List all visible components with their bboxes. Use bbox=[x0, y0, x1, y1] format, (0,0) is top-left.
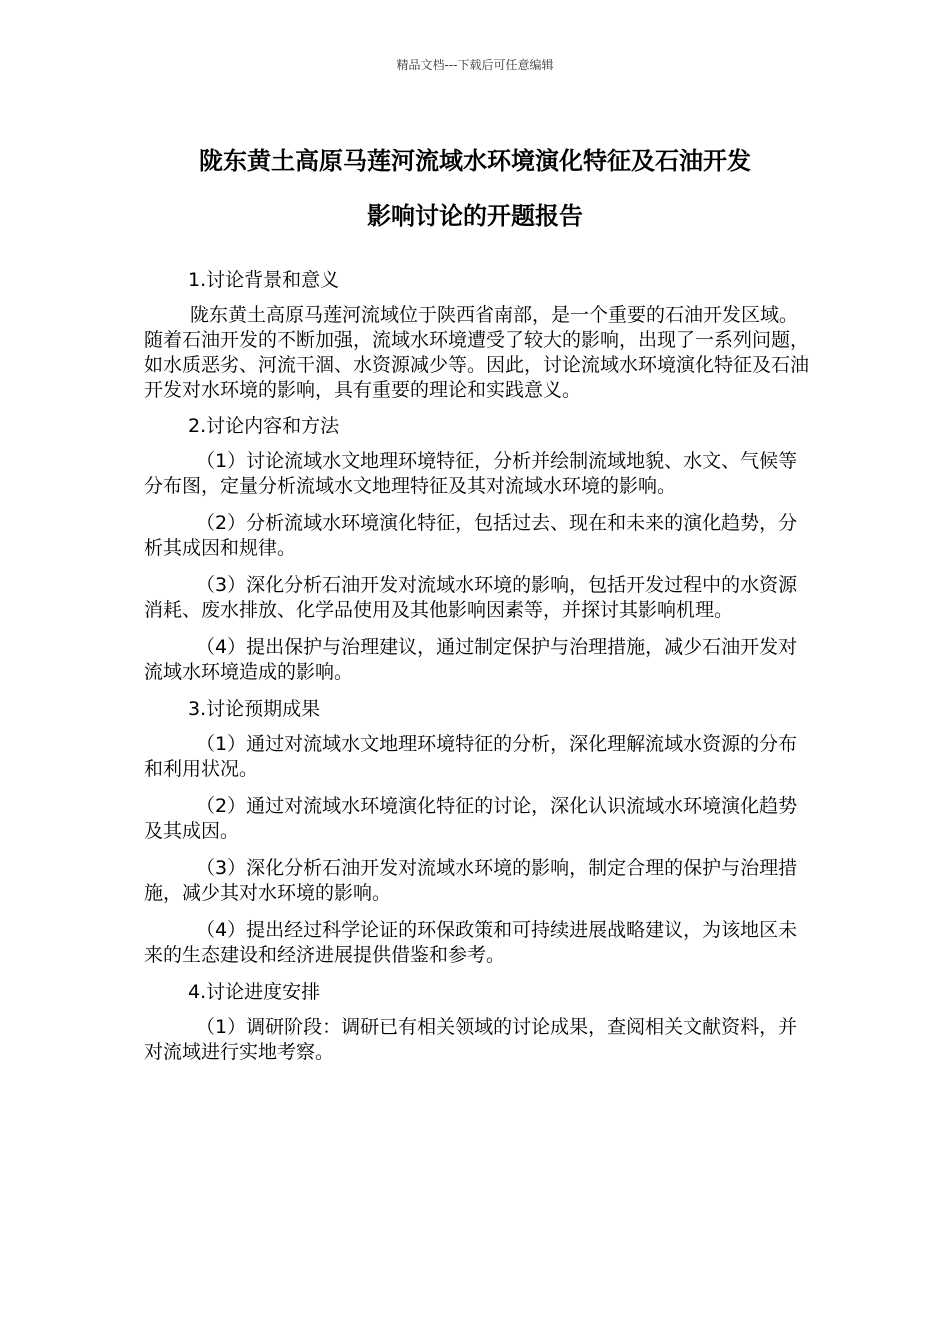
list-item: （2）通过对流域水环境演化特征的讨论，深化认识流域水环境演化趋势及其成因。 bbox=[144, 795, 798, 842]
section-heading-schedule: 4.讨论进度安排 bbox=[188, 981, 321, 1003]
list-item: （3）深化分析石油开发对流域水环境的影响，包括开发过程中的水资源消耗、废水排放、化学品使用及其他影响因素等，并探讨其影响机理。 bbox=[144, 574, 798, 621]
document-body bbox=[144, 268, 816, 1077]
list-item: （2）分析流域水环境演化特征，包括过去、现在和未来的演化趋势，分析其成因和规律。 bbox=[144, 512, 798, 559]
list-item: （1）调研阶段：调研已有相关领域的讨论成果，查阅相关文献资料，并对流域进行实地考察。 bbox=[144, 1016, 798, 1063]
list-item: （1）通过对流域水文地理环境特征的分析，深化理解流域水资源的分布和利用状况。 bbox=[144, 733, 798, 780]
list-item: （4）提出保护与治理建议，通过制定保护与治理措施，减少石油开发对流域水环境造成的影响。 bbox=[144, 636, 798, 683]
section-heading-content-methods: 2.讨论内容和方法 bbox=[188, 415, 340, 437]
list-item: （4）提出经过科学论证的环保政策和可持续进展战略建议，为该地区未来的生态建设和经济进展提供借鉴和参考。 bbox=[144, 919, 798, 966]
section-heading-expected-results: 3.讨论预期成果 bbox=[188, 698, 321, 720]
section-heading-background: 1.讨论背景和意义 bbox=[188, 269, 340, 291]
document-title bbox=[130, 134, 820, 244]
title-line-2: 影响讨论的开题报告 bbox=[367, 202, 583, 230]
list-item: （3）深化分析石油开发对流域水环境的影响，制定合理的保护与治理措施，减少其对水环境的影响。 bbox=[144, 857, 798, 904]
title-line-1: 陇东黄土高原马莲河流域水环境演化特征及石油开发 bbox=[199, 147, 751, 175]
paragraph-background: 陇东黄土高原马莲河流域位于陕西省南部，是一个重要的石油开发区域。随着石油开发的不断加强，流域水环境遭受了较大的影响，出现了一系列问题，如水质恶劣、河流干涸、水资源减少等。因此，讨论流域水环境演化特征及石油开发对水环境的影响，具有重要的理论和实践意义。 bbox=[144, 304, 810, 401]
list-item: （1）讨论流域水文地理环境特征，分析并绘制流域地貌、水文、气候等分布图，定量分析流域水文地理特征及其对流域水环境的影响。 bbox=[144, 450, 798, 497]
header-note: 精品文档---下载后可任意编辑 bbox=[396, 58, 554, 72]
